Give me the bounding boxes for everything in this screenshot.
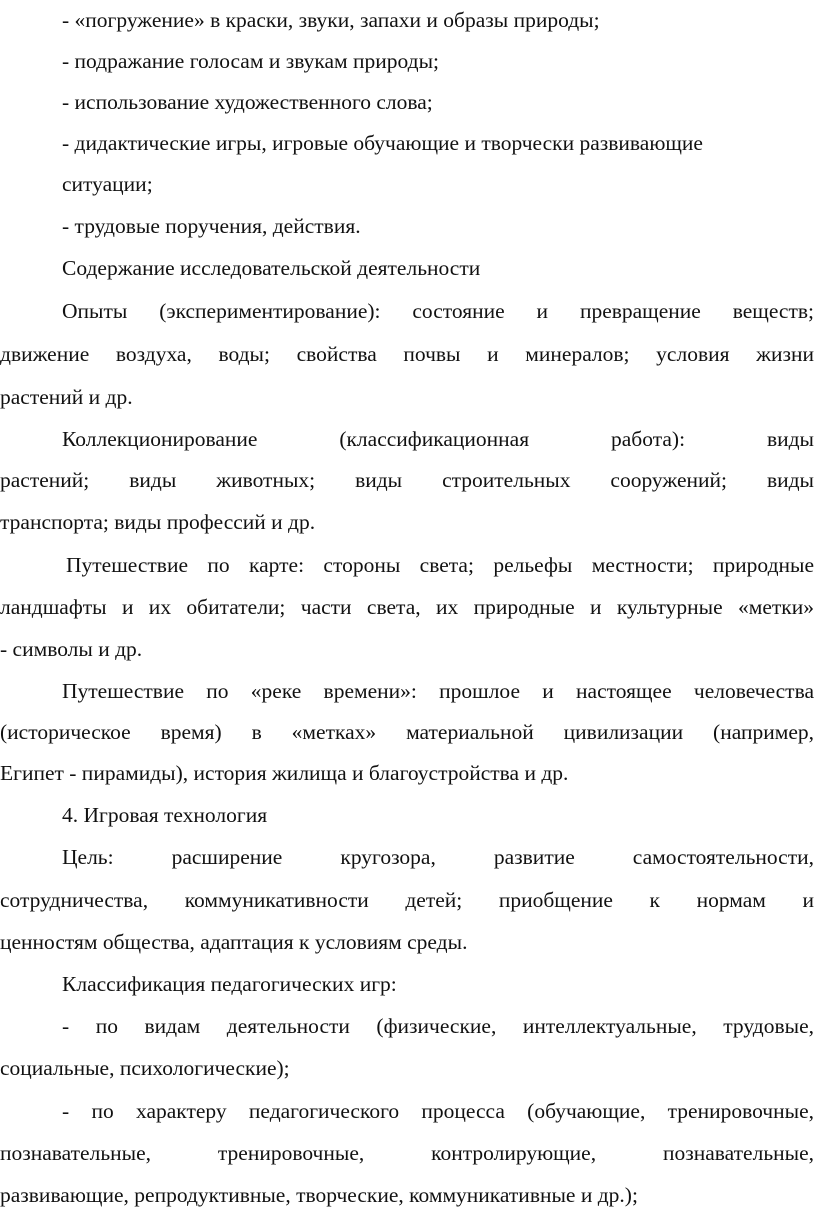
list-item: - по характеру педагогического процесса (обучающие, тренировочные, bbox=[62, 1099, 814, 1123]
paragraph-line: - символы и др. bbox=[0, 637, 143, 661]
paragraph-line: сотрудничества, коммуникативности детей; приобщение к нормам и bbox=[0, 888, 814, 912]
paragraph-line: Коллекционирование (классификационная работа): виды bbox=[62, 427, 814, 451]
paragraph-line: (историческое время) в «метках» материальной цивилизации (например, bbox=[0, 720, 814, 744]
section-heading: Содержание исследовательской деятельности bbox=[62, 256, 481, 280]
list-item: - по видам деятельности (физические, интеллектуальные, трудовые, bbox=[62, 1014, 814, 1038]
paragraph-line: Путешествие по карте: стороны света; рельефы местности; природные bbox=[66, 553, 814, 577]
section-heading: 4. Игровая технология bbox=[62, 803, 268, 827]
paragraph-line: Опыты (экспериментирование): состояние и превращение веществ; bbox=[62, 299, 814, 323]
list-item: - дидактические игры, игровые обучающие и творчески развивающие bbox=[62, 131, 703, 155]
list-item: - подражание голосам и звукам природы; bbox=[62, 49, 440, 73]
list-item: социальные, психологические); bbox=[0, 1056, 290, 1080]
list-item: познавательные, тренировочные, контролирующие, познавательные, bbox=[0, 1141, 814, 1165]
paragraph-line: ценностям общества, адаптация к условиям среды. bbox=[0, 930, 468, 954]
list-item: - использование художественного слова; bbox=[62, 90, 433, 114]
paragraph-line: Путешествие по «реке времени»: прошлое и настоящее человечества bbox=[62, 679, 814, 703]
text-line: ситуации; bbox=[62, 172, 153, 196]
paragraph-line: растений и др. bbox=[0, 385, 133, 409]
paragraph-line: Классификация педагогических игр: bbox=[62, 972, 397, 996]
paragraph-line: движение воздуха, воды; свойства почвы и минералов; условия жизни bbox=[0, 342, 814, 366]
list-item: развивающие, репродуктивные, творческие, коммуникативные и др.); bbox=[0, 1183, 638, 1207]
paragraph-line: Цель: расширение кругозора, развитие самостоятельности, bbox=[62, 845, 814, 869]
paragraph-line: транспорта; виды профессий и др. bbox=[0, 510, 316, 534]
paragraph-line: ландшафты и их обитатели; части света, их природные и культурные «метки» bbox=[0, 595, 814, 619]
list-item: - «погружение» в краски, звуки, запахи и образы природы; bbox=[62, 8, 600, 32]
paragraph-line: растений; виды животных; виды строительных сооружений; виды bbox=[0, 468, 814, 492]
list-item: - трудовые поручения, действия. bbox=[62, 214, 361, 238]
paragraph-line: Египет - пирамиды), история жилища и благоустройства и др. bbox=[0, 761, 569, 785]
